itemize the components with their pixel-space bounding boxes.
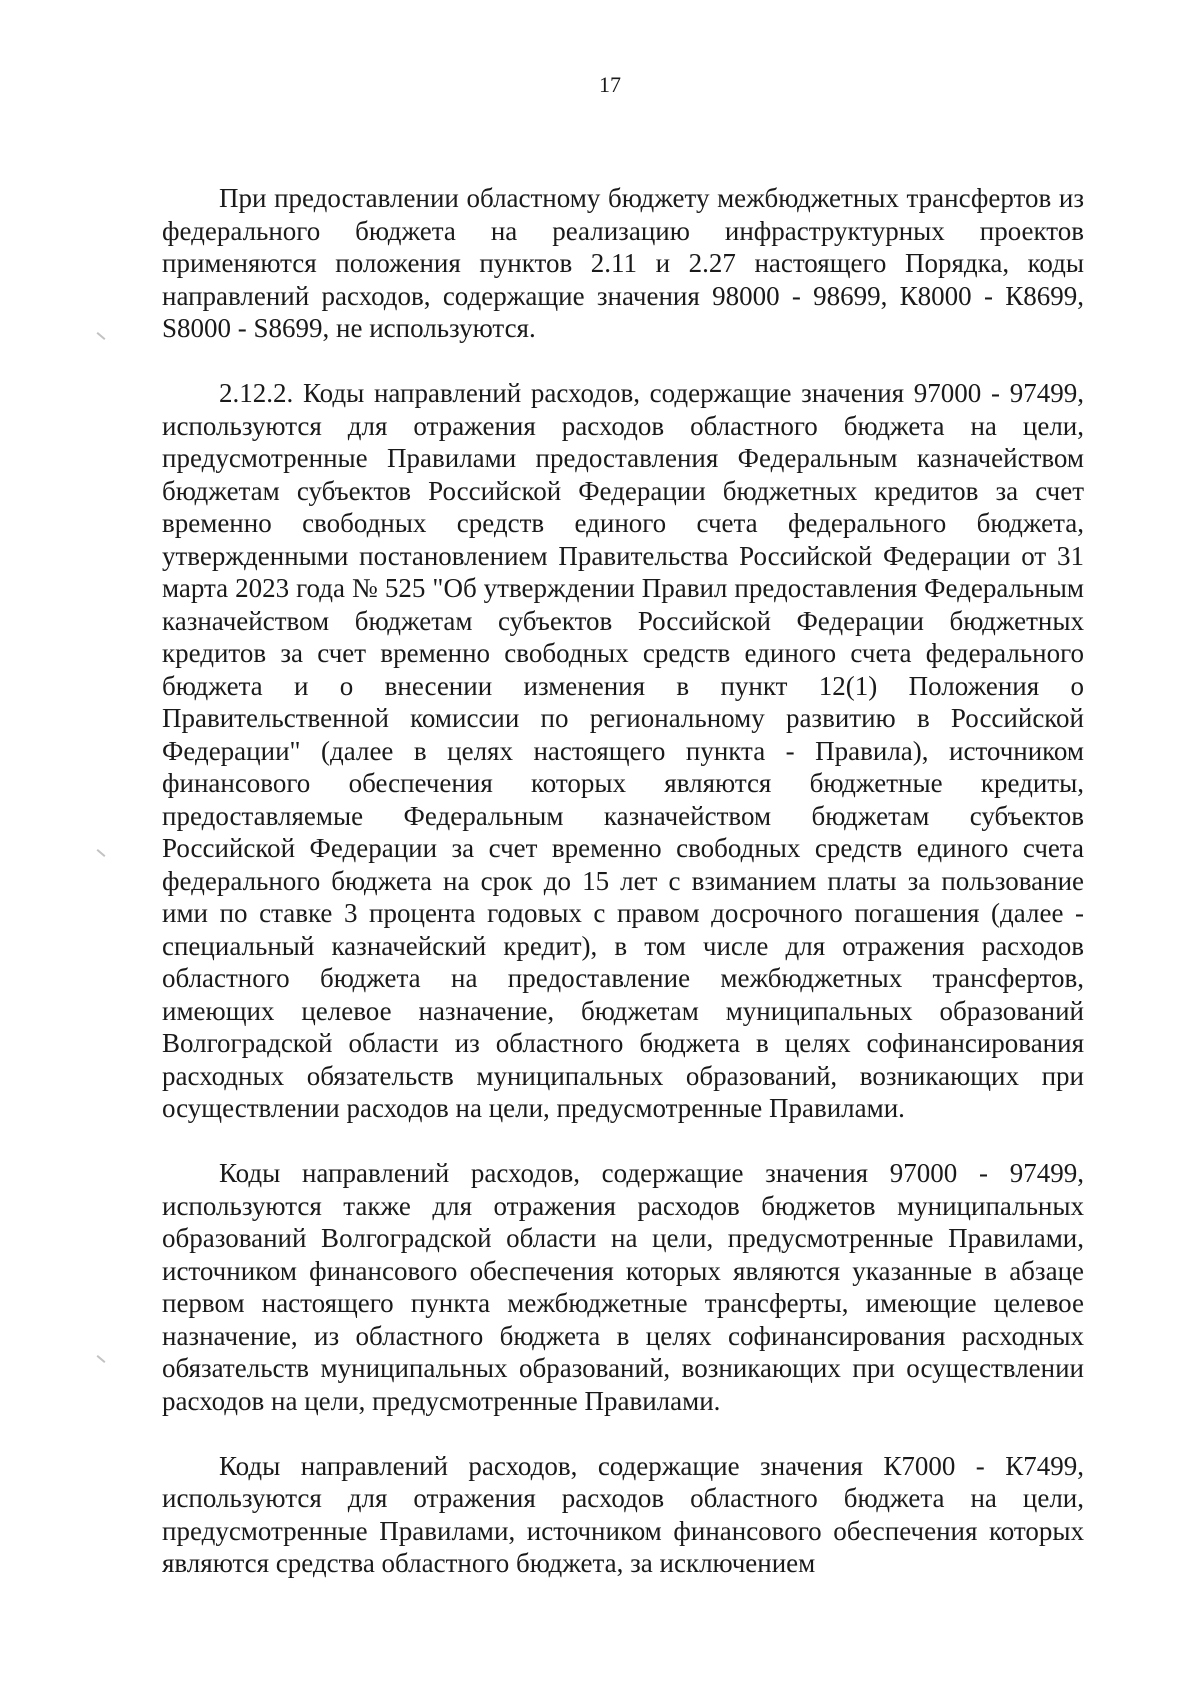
paragraph-k7000-codes: Коды направлений расходов, содержащие значения К7000 - К7499, используются для отражения расходов областного бюджета на цели, предусмотренные Правилами, источником финансового обеспечения которых являются средства областного бюджета, за исключением xyxy=(162,1450,1084,1578)
document-body xyxy=(162,182,1084,1580)
paragraph-municipal-budgets: Коды направлений расходов, содержащие значения 97000 - 97499, используются также для отражения расходов бюджетов муниципальных образований Волгоградской области на цели, предусмотренные Правилами, источником финансового обеспечения которых являются указанные в абзаце первом настоящего пункта межбюджетные трансферты, имеющие целевое назначение, из областного бюджета в целях софинансирования расходных обязательств муниципальных образований, возникающих при осуществлении расходов на цели, предусмотренные Правилами. xyxy=(162,1158,1084,1416)
page-number: 17 xyxy=(599,72,621,97)
paragraph-infrastructure-transfers: При предоставлении областному бюджету межбюджетных трансфертов из федерального бюджета на реализацию инфраструктурных проектов применяются положения пунктов 2.11 и 2.27 настоящего Порядка, коды направлений расходов, содержащие значения 98000 - 98699, К8000 - К8699, S8000 - S8699, не используются. xyxy=(162,183,1084,343)
scan-mark xyxy=(97,849,106,857)
paragraph-2-12-2: 2.12.2. Коды направлений расходов, содержащие значения 97000 - 97499, используются для отражения расходов областного бюджета на цели, предусмотренные Правилами предоставления Федеральным казначейством бюджетам субъектов Российской Федерации бюджетных кредитов за счет временно свободных средств единого счета федерального бюджета, утвержденными постановлением Правительства Российской Федерации от 31 марта 2023 года № 525 "Об утверждении Правил предоставления Федеральным казначейством бюджетам субъектов Российской Федерации бюджетных кредитов за счет временно свободных средств единого счета федерального бюджета и о внесении изменения в пункт 12(1) Положения о Правительственной комиссии по региональному развитию в Российской Федерации" (далее в целях настоящего пункта - Правила), источником финансового обеспечения которых являются бюджетные кредиты, предоставляемые Федеральным казначейством бюджетам субъектов Российской Федерации за счет временно свободных средств единого счета федерального бюджета на срок до 15 лет с взиманием платы за пользование ими по ставке 3 процента годовых с правом досрочного погашения (далее - специальный казначейский кредит), в том числе для отражения расходов областного бюджета на предоставление межбюджетных трансфертов, имеющих целевое назначение, бюджетам муниципальных образований Волгоградской области из областного бюджета в целях софинансирования расходных обязательств муниципальных образований, возникающих при осуществлении расходов на цели, предусмотренные Правилами. xyxy=(162,378,1084,1123)
scan-mark xyxy=(97,332,106,340)
scan-mark xyxy=(97,1355,106,1363)
